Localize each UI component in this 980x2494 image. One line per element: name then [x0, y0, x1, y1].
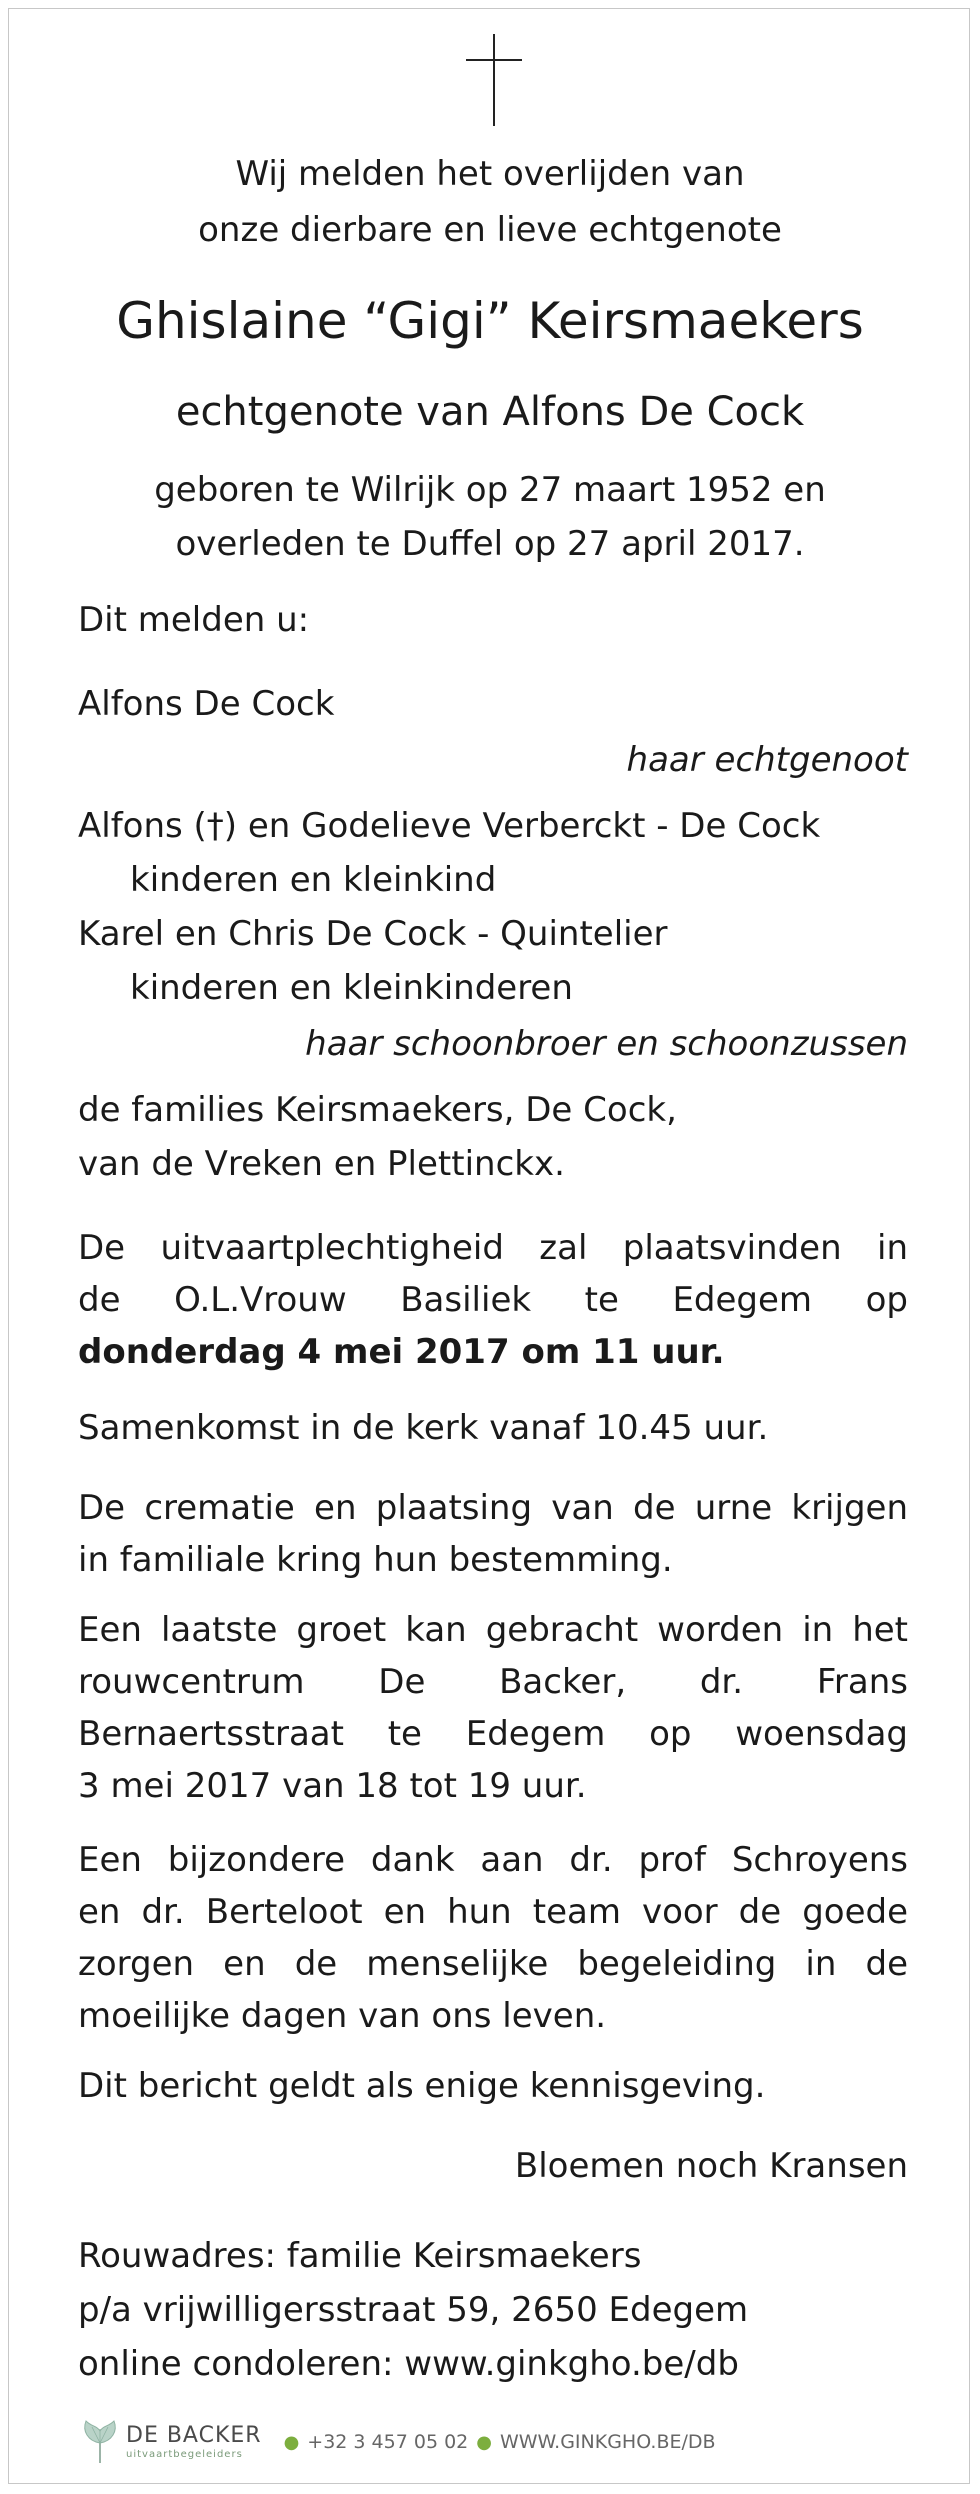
- intro-line-2: onze dierbare en lieve echtgenote: [198, 210, 782, 250]
- thanks-paragraph: [78, 1834, 908, 2042]
- announcer-family-1: Alfons (†) en Godelieve Verberckt - De Cock: [78, 806, 821, 846]
- announcer-family-2: Karel en Chris De Cock - Quintelier: [78, 914, 668, 954]
- thanks-line-2: en dr. Berteloot en hun team voor de goede: [78, 1892, 908, 1932]
- footer: [80, 2415, 716, 2469]
- announcers-heading: Dit melden u:: [78, 600, 310, 640]
- cremation-paragraph: [78, 1482, 908, 1586]
- separator-dot: ●: [283, 2431, 300, 2453]
- ginkgo-leaf-icon: [80, 2417, 120, 2467]
- funeral-line-2: de O.L.Vrouw Basiliek te Edegem op: [78, 1280, 908, 1320]
- announcer-family-2-sub: kinderen en kleinkinderen: [130, 968, 573, 1008]
- notice-line: Dit bericht geldt als enige kennisgeving.: [78, 2066, 766, 2106]
- brand-name: DE BACKER: [126, 2422, 262, 2448]
- thanks-line-4: moeilijke dagen van ons leven.: [78, 1996, 607, 2036]
- thanks-line-3: zorgen en de menselijke begeleiding in de: [78, 1944, 908, 1984]
- funeral-paragraph: [78, 1222, 908, 1378]
- announcer-families-1: de families Keirsmaekers, De Cock,: [78, 1090, 677, 1130]
- funeral-date-line: donderdag 4 mei 2017 om 11 uur.: [78, 1332, 725, 1372]
- cremation-line-2: in familiale kring hun bestemming.: [78, 1540, 673, 1580]
- brand-block: [126, 2422, 262, 2460]
- announcer-spouse-role: haar echtgenoot: [626, 740, 908, 780]
- footer-phone: +32 3 457 05 02: [307, 2431, 469, 2453]
- cross-icon: [462, 32, 526, 128]
- visit-line-2: rouwcentrum De Backer, dr. Frans: [78, 1662, 908, 1702]
- brand-subtitle: uitvaartbegeleiders: [126, 2448, 243, 2460]
- spouse-line: echtgenote van Alfons De Cock: [175, 389, 805, 435]
- flowers-line: Bloemen noch Kransen: [514, 2146, 908, 2186]
- intro-line-1: Wij melden het overlijden van: [235, 154, 745, 194]
- cremation-line-1: De crematie en plaatsing van de urne krijgen: [78, 1488, 908, 1528]
- died-line: overleden te Duffel op 27 april 2017.: [175, 524, 805, 564]
- visit-line-3: Bernaertsstraat te Edegem op woensdag: [78, 1714, 908, 1754]
- funeral-line-1: De uitvaartplechtigheid zal plaatsvinden in: [78, 1228, 908, 1268]
- announcer-families-2: van de Vreken en Plettinckx.: [78, 1144, 565, 1184]
- born-line: geboren te Wilrijk op 27 maart 1952 en: [154, 470, 826, 510]
- gathering-line: Samenkomst in de kerk vanaf 10.45 uur.: [78, 1408, 769, 1448]
- visit-paragraph: [78, 1604, 908, 1812]
- separator-dot: ●: [476, 2431, 492, 2453]
- thanks-line-1: Een bijzondere dank aan dr. prof Schroyens: [78, 1840, 908, 1880]
- deceased-name: Ghislaine “Gigi” Keirsmaekers: [116, 292, 864, 350]
- visit-line-4: 3 mei 2017 van 18 tot 19 uur.: [78, 1766, 587, 1806]
- announcer-spouse-name: Alfons De Cock: [78, 684, 335, 724]
- announcer-family-1-sub: kinderen en kleinkind: [130, 860, 497, 900]
- announcer-inlaws-role: haar schoonbroer en schoonzussen: [305, 1024, 908, 1064]
- address-line-1: Rouwadres: familie Keirsmaekers: [78, 2236, 642, 2276]
- footer-website[interactable]: WWW.GINKGHO.BE/DB: [499, 2431, 716, 2453]
- address-line-3: online condoleren: www.ginkgho.be/db: [78, 2344, 739, 2384]
- address-line-2: p/a vrijwilligersstraat 59, 2650 Edegem: [78, 2290, 749, 2330]
- visit-line-1: Een laatste groet kan gebracht worden in het: [78, 1610, 908, 1650]
